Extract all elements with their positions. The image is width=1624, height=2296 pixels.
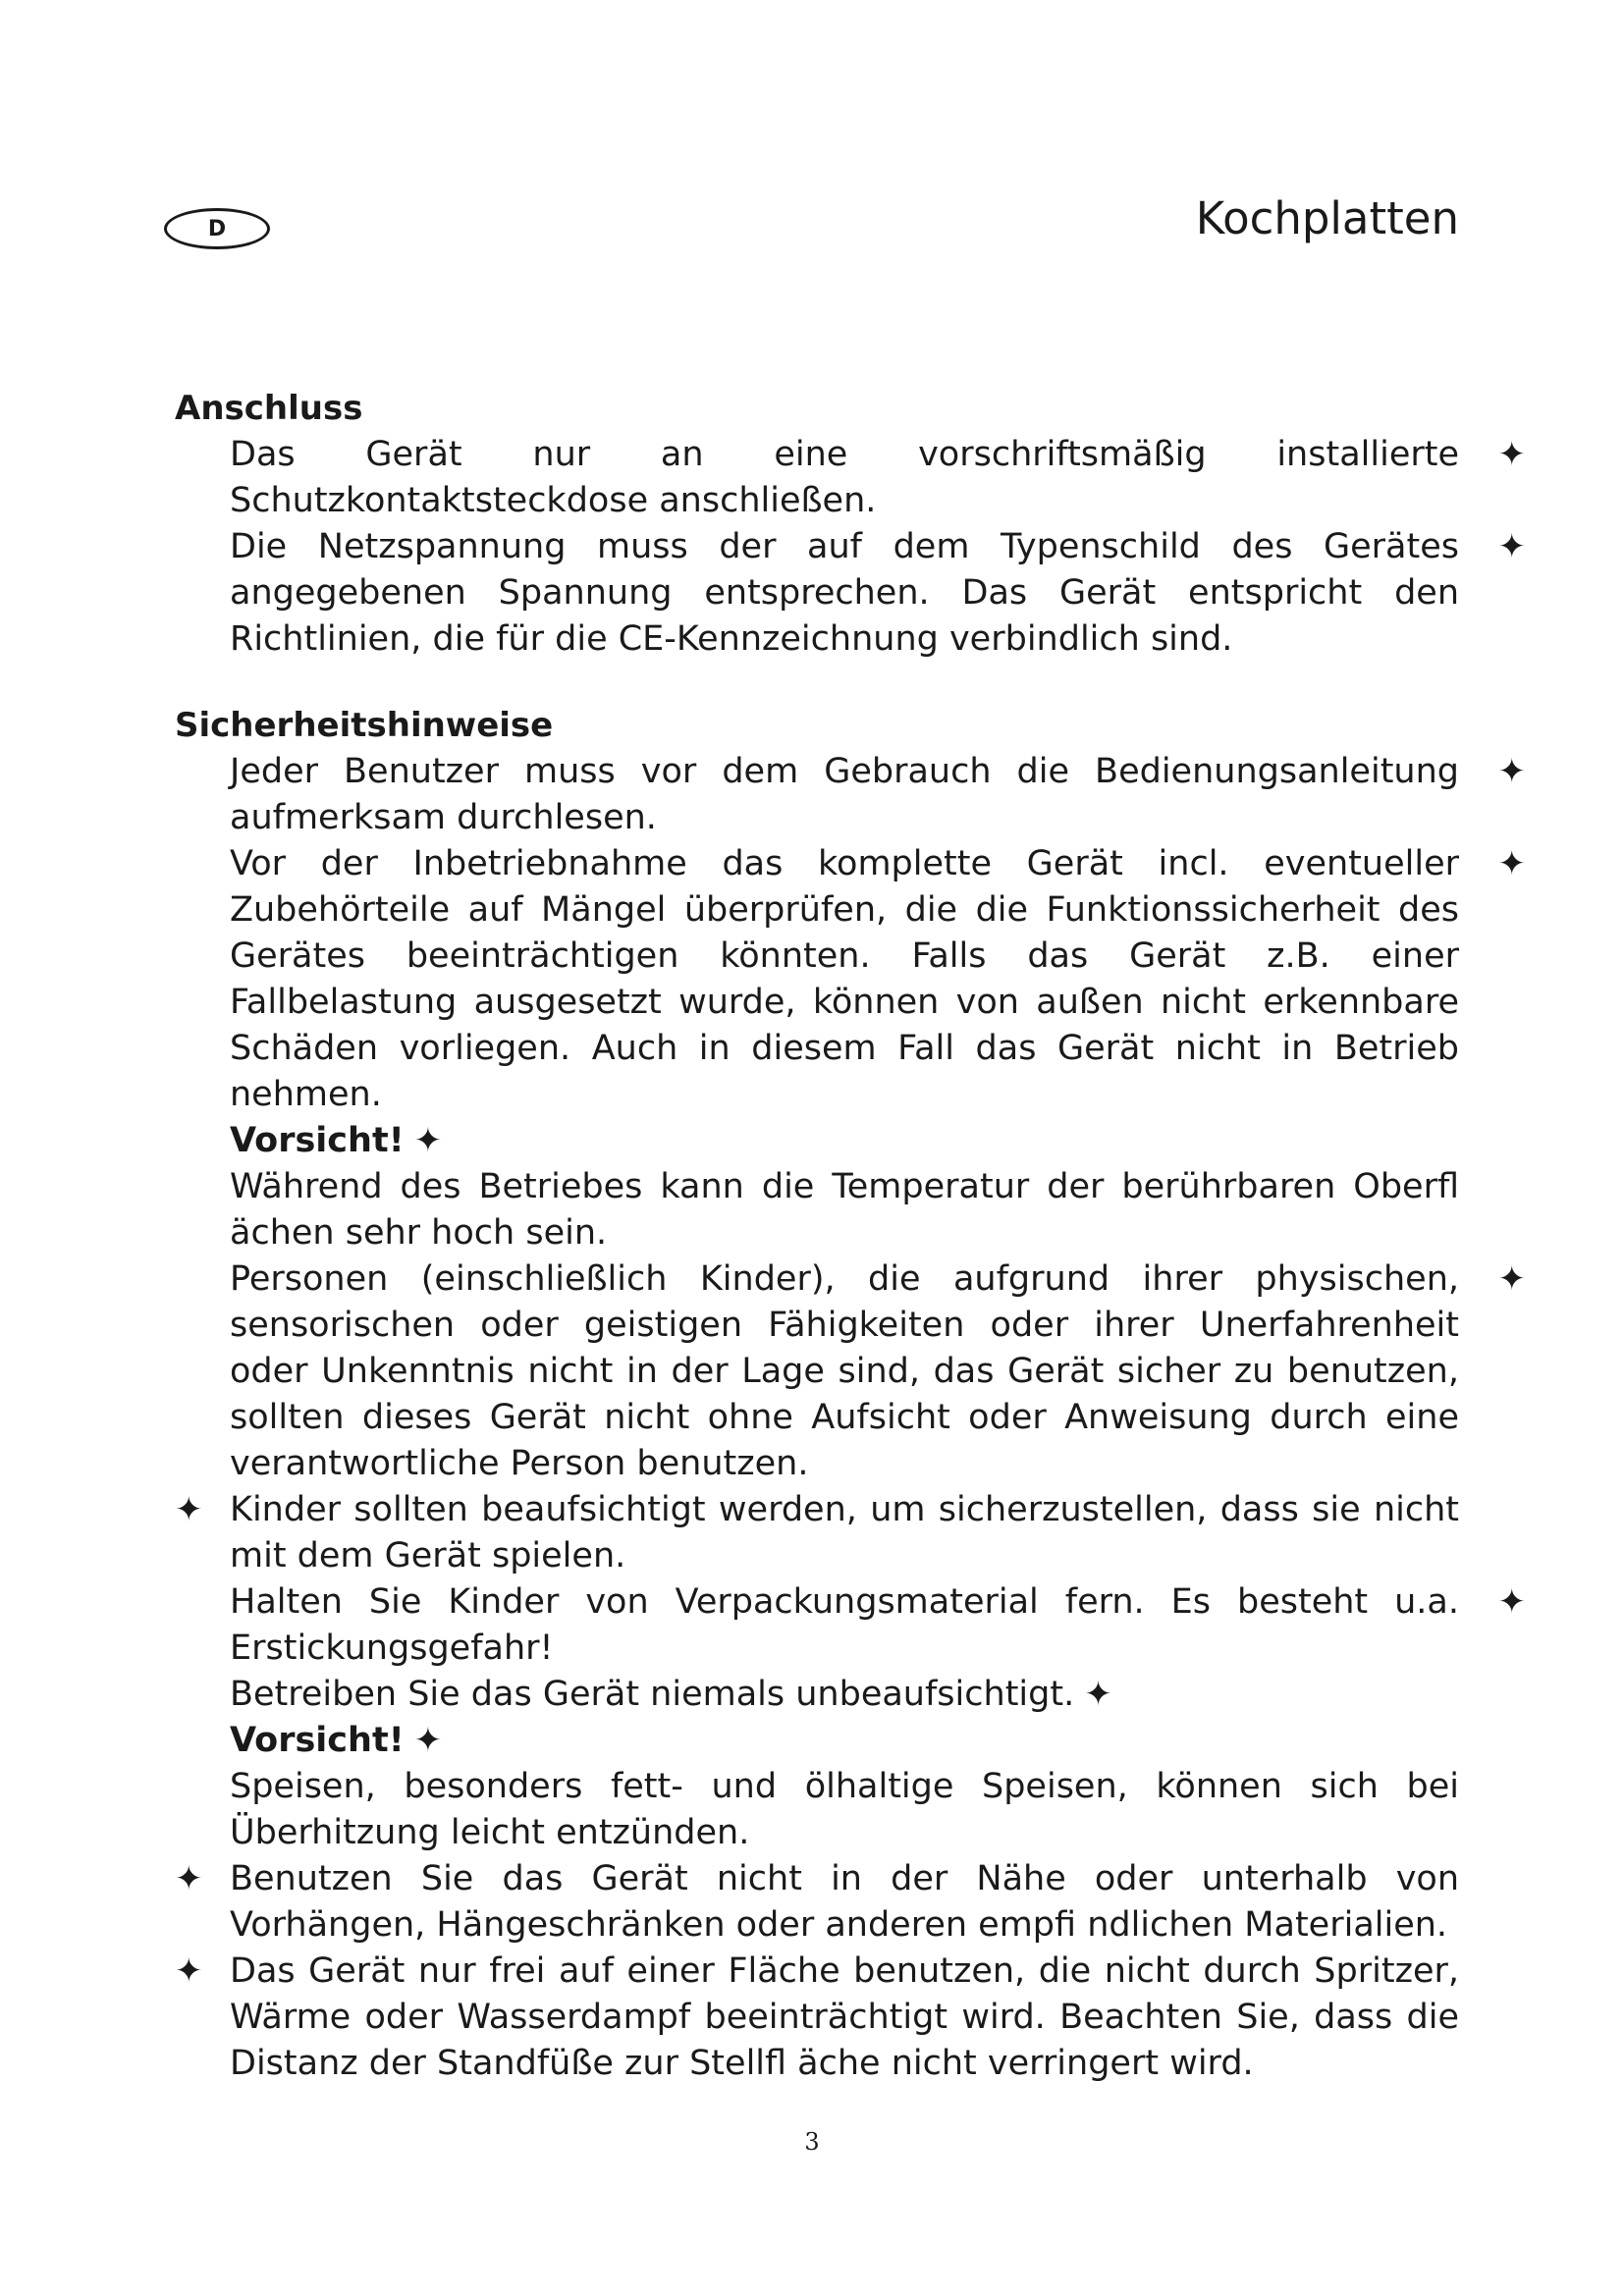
paragraph xyxy=(230,1164,1469,1256)
star-marker-icon: ✦ xyxy=(175,1951,203,1991)
paragraph xyxy=(230,432,1526,524)
star-marker-icon: ✦ xyxy=(175,1859,203,1898)
paragraph-text: Die Netzspannung muss der auf dem Typenschild des Gerätes angegebenen Spannung entsprechen. Das Gerät entspricht den Richtlinien, die für die CE-Kennzeichnung verbindlich sind. xyxy=(230,527,1459,659)
star-marker-icon: ✦ xyxy=(413,1721,443,1760)
caution-label: Vorsicht! xyxy=(230,1121,405,1160)
star-marker-icon: ✦ xyxy=(175,1490,203,1529)
star-marker-icon: ✦ xyxy=(1084,1675,1112,1714)
paragraph xyxy=(230,1764,1469,1856)
language-badge xyxy=(164,208,270,249)
paragraph xyxy=(230,524,1526,663)
star-marker-icon: ✦ xyxy=(1497,844,1526,883)
star-marker-icon: ✦ xyxy=(413,1121,443,1160)
document-body xyxy=(175,385,1526,2126)
star-marker-icon: ✦ xyxy=(1497,1582,1526,1622)
paragraph-text: Halten Sie Kinder von Verpackungsmaterial fern. Es besteht u.a. Erstickungsgefahr! xyxy=(230,1582,1459,1668)
section-sicherheitshinweise xyxy=(175,702,1526,2087)
paragraph-text: Betreiben Sie das Gerät niemals unbeaufsichtigt. xyxy=(230,1675,1075,1714)
paragraph-text: Während des Betriebes kann die Temperatur der berührbaren Oberfl ächen sehr hoch sein. xyxy=(230,1167,1459,1253)
paragraph xyxy=(230,749,1526,841)
paragraph-text: Benutzen Sie das Gerät nicht in der Nähe oder unterhalb von Vorhängen, Hängeschränken oder anderen empfi ndlichen Materialien. xyxy=(230,1859,1459,1945)
paragraph-text: Speisen, besonders fett- und ölhaltige Speisen, können sich bei Überhitzung leicht entzünden. xyxy=(230,1767,1459,1852)
paragraph xyxy=(175,1949,1469,2087)
paragraph xyxy=(230,1579,1526,1672)
paragraph xyxy=(175,1487,1469,1579)
star-marker-icon: ✦ xyxy=(1497,435,1526,474)
star-marker-icon: ✦ xyxy=(1497,527,1526,566)
paragraph xyxy=(230,1256,1526,1487)
language-code: D xyxy=(207,216,227,241)
page-number: 3 xyxy=(804,2128,820,2156)
caution-label: Vorsicht! xyxy=(230,1721,405,1760)
section-heading: Anschluss xyxy=(175,389,363,428)
section-heading: Sicherheitshinweise xyxy=(175,706,554,745)
paragraph xyxy=(230,841,1526,1118)
paragraph-text: Personen (einschließlich Kinder), die aufgrund ihrer physischen, sensorischen oder geistigen Fähigkeiten oder ihrer Unerfahrenheit oder Unkenntnis nicht in der Lage sind, das Gerät sicher zu benutzen, sollten dieses Gerät nicht ohne Aufsicht oder Anweisung durch eine verantwortliche Person benutzen. xyxy=(230,1259,1459,1483)
star-marker-icon: ✦ xyxy=(1497,752,1526,791)
paragraph-text: Kinder sollten beaufsichtigt werden, um sicherzustellen, dass sie nicht mit dem Gerät spielen. xyxy=(230,1490,1459,1575)
paragraph-text: Das Gerät nur frei auf einer Fläche benutzen, die nicht durch Spritzer, Wärme oder Wasserdampf beeinträchtigt wird. Beachten Sie, dass die Distanz der Standfüße zur Stellfl äche nicht verringert wird. xyxy=(230,1951,1459,2083)
paragraph xyxy=(175,1856,1469,1949)
page-title: Kochplatten xyxy=(1195,192,1459,244)
paragraph xyxy=(230,1672,1469,1718)
paragraph-text: Das Gerät nur an eine vorschriftsmäßig installierte Schutzkontaktsteckdose anschließen. xyxy=(230,435,1459,520)
caution-heading xyxy=(230,1118,1469,1164)
star-marker-icon: ✦ xyxy=(1497,1259,1526,1299)
paragraph-text: Jeder Benutzer muss vor dem Gebrauch die Bedienungsanleitung aufmerksam durchlesen. xyxy=(230,752,1459,837)
caution-heading xyxy=(230,1718,1469,1764)
section-anschluss xyxy=(175,385,1526,663)
paragraph-text: Vor der Inbetriebnahme das komplette Gerät incl. eventueller Zubehörteile auf Mängel überprüfen, die die Funktionssicherheit des Gerätes beeinträchtigen könnten. Falls das Gerät z.B. einer Fallbelastung ausgesetzt wurde, können von außen nicht erkennbare Schäden vorliegen. Auch in diesem Fall das Gerät nicht in Betrieb nehmen. xyxy=(230,844,1459,1114)
